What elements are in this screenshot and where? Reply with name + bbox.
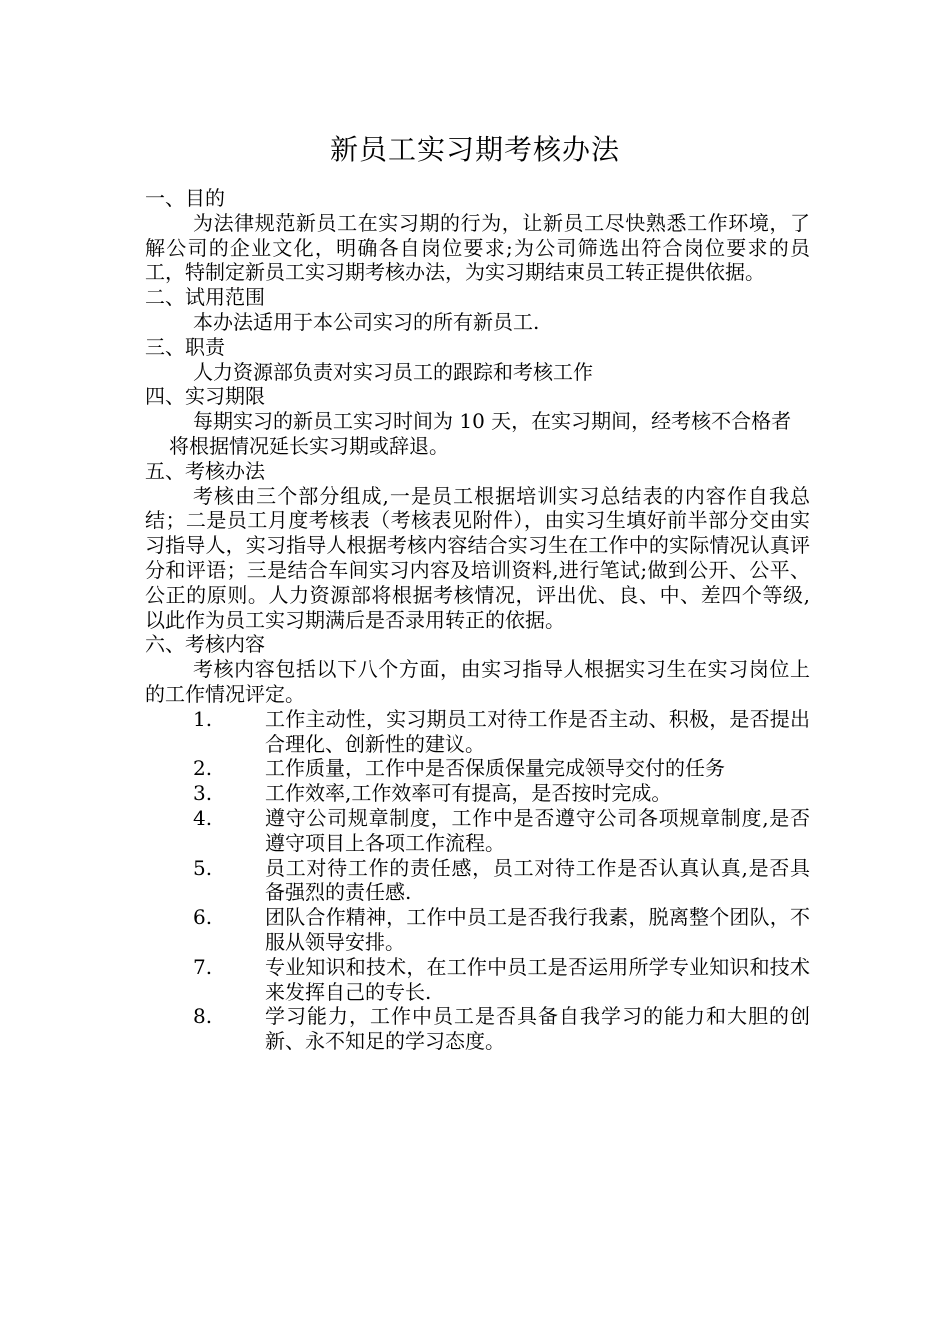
section-heading: 一、目的 [145,186,225,210]
assessment-item-list [145,707,810,1054]
section-paragraph: 考核内容包括以下八个方面，由实习指导人根据实习生在实习岗位上的工作情况评定。 [145,657,810,706]
section-paragraph: 考核由三个部分组成,一是员工根据培训实习总结表的内容作自我总结；二是员工月度考核表（考核表见附件），由实习生填好前半部分交由实习指导人，实习指导人根据考核内容结合实习生在工作中的实际情况认真评分和评语；三是结合车间实习内容及培训资料,进行笔试;做到公开、公平、公正的原则。人力资源部将根据考核情况，评出优、良、中、差四个等级,以此作为员工实习期满后是否录用转正的依据。 [145,483,810,632]
list-item-number: 7. [193,954,213,979]
section-scope [145,285,810,335]
section-heading: 五、考核办法 [145,458,265,483]
section-heading: 四、实习期限 [145,384,265,409]
section-paragraph: 每期实习的新员工实习时间为 10 天，在实习期间，经考核不合格者将根据情况延长实习期或辞退。 [169,409,792,458]
list-item [145,1004,810,1054]
list-item [145,905,810,955]
list-item-text: 工作主动性，实习期员工对待工作是否主动、积极，是否提出合理化、创新性的建议。 [265,706,810,756]
section-heading: 二、试用范围 [145,285,265,310]
section-responsibility [145,335,810,385]
list-item-text: 团队合作精神，工作中员工是否我行我素，脱离整个团队，不服从领导安排。 [265,905,810,954]
list-item-text: 工作效率,工作效率可有提高，是否按时完成。 [265,781,672,806]
list-item-text: 遵守公司规章制度，工作中是否遵守公司各项规章制度,是否遵守项目上各项工作流程。 [265,805,810,855]
list-item-number: 1. [193,706,213,731]
section-paragraph: 为法律规范新员工在实习期的行为，让新员工尽快熟悉工作环境，了解公司的企业文化，明确各自岗位要求;为公司筛选出符合岗位要求的员工，特制定新员工实习期考核办法，为实习期结束员工转正提供依据。 [145,210,810,285]
list-item [145,806,810,856]
section-paragraph: 本办法适用于本公司实习的所有新员工. [193,309,540,334]
list-item-number: 2. [193,756,213,781]
list-item-number: 8. [193,1004,213,1029]
list-item-text: 学习能力，工作中员工是否具备自我学习的能力和大胆的创新、永不知足的学习态度。 [265,1004,810,1054]
list-item-text: 工作质量，工作中是否保质保量完成领导交付的任务 [265,756,725,781]
section-purpose [145,186,810,285]
list-item-number: 6. [193,905,213,930]
list-item-text: 员工对待工作的责任感，员工对待工作是否认真认真,是否具备强烈的责任感. [265,855,810,905]
list-item [145,781,810,806]
document-body [145,186,810,1054]
list-item [145,756,810,781]
list-item [145,707,810,757]
list-item-number: 5. [193,855,213,880]
list-item [145,856,810,906]
section-heading: 六、考核内容 [145,632,265,657]
section-content [145,632,810,1054]
list-item-number: 4. [193,805,213,830]
section-period [145,384,810,458]
list-item-number: 3. [193,781,213,806]
list-item-text: 专业知识和技术，在工作中员工是否运用所学专业知识和技术来发挥自己的专长. [265,954,810,1004]
section-paragraph: 人力资源部负责对实习员工的跟踪和考核工作 [193,359,593,384]
section-heading: 三、职责 [145,334,225,359]
document-title: 新员工实习期考核办法 [329,133,620,166]
list-item [145,955,810,1005]
section-method [145,459,810,633]
